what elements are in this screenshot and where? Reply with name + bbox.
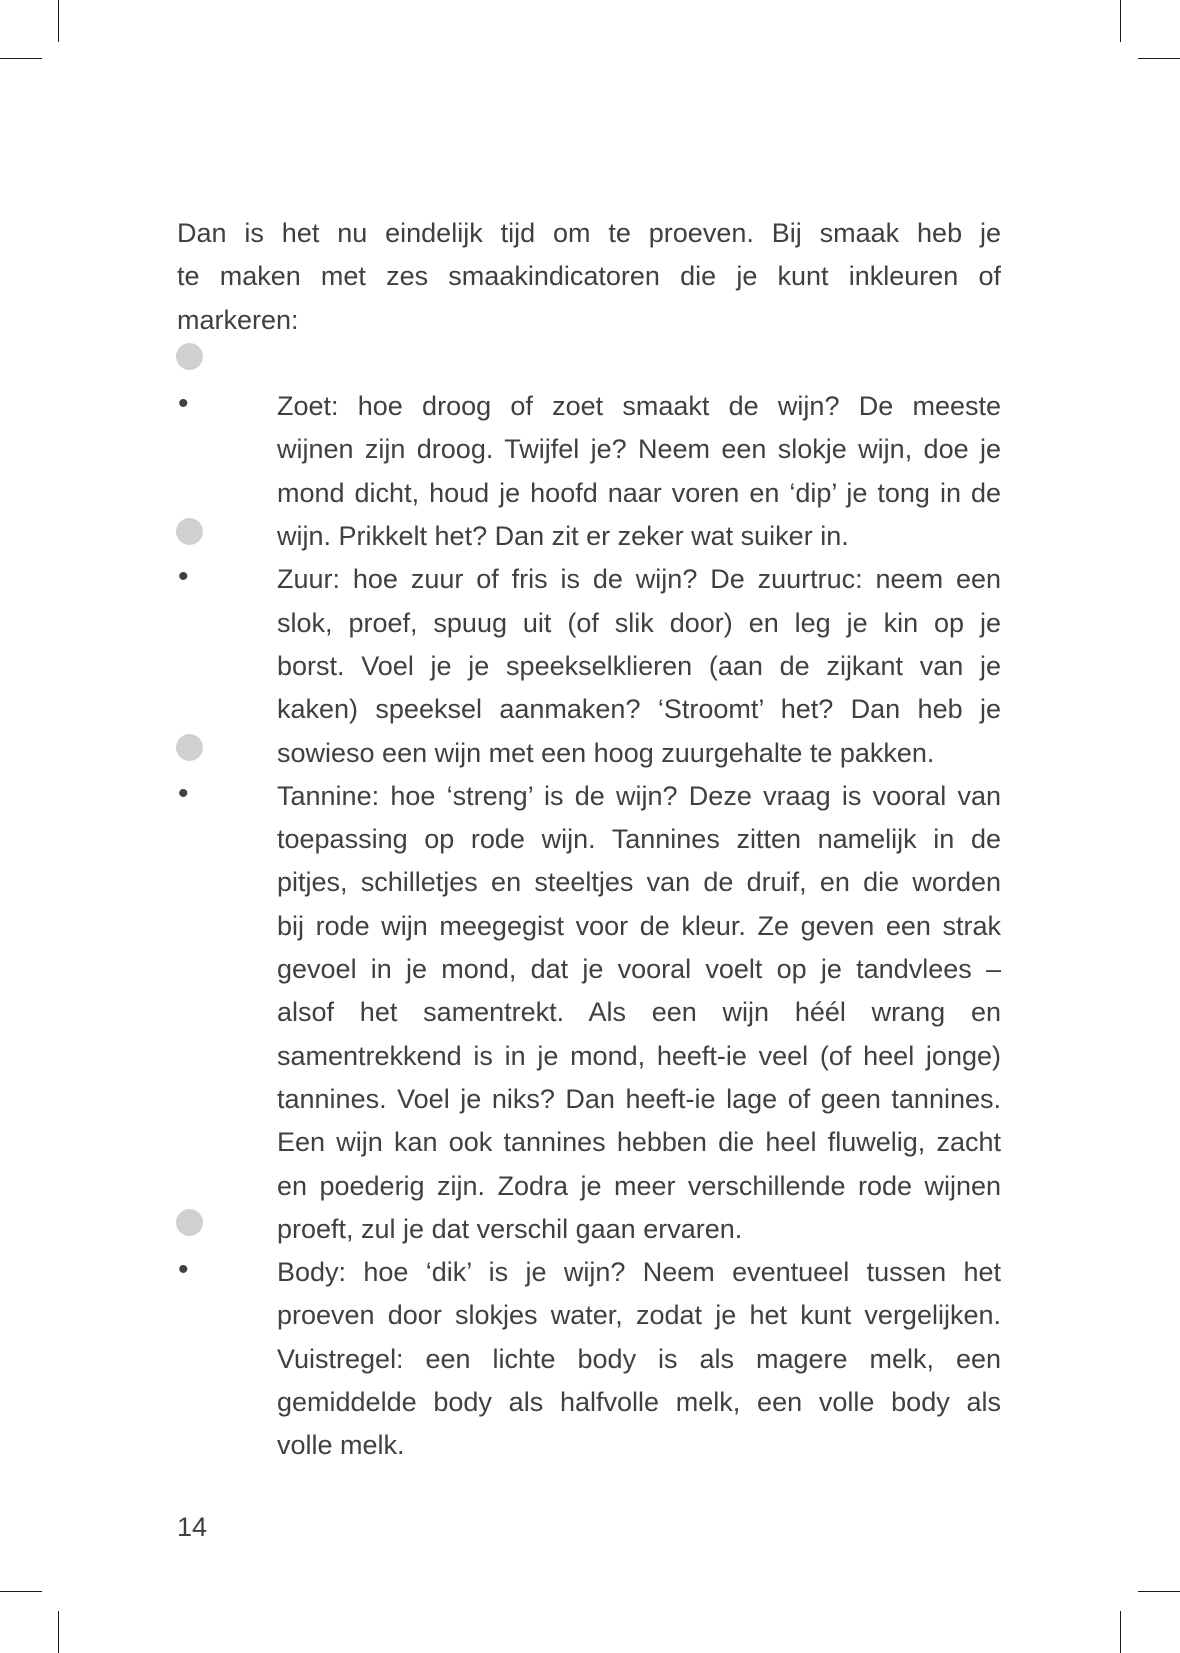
bullet-icon: • [178, 387, 189, 421]
body-text [177, 212, 1001, 1468]
text-line: Vuistregel: een lichte body is als magere melk, een [277, 1343, 1001, 1374]
list-item-body [177, 1251, 1001, 1467]
crop-mark-top-left-vertical [58, 0, 59, 42]
text-line: gevoel in je mond, dat je vooral voelt op je tandvlees – [277, 954, 1001, 985]
text-line: Een wijn kan ook tannines hebben die heel fluwelig, zacht [277, 1127, 1001, 1158]
text-line: bij rode wijn meegegist voor de kleur. Ze geven een strak [277, 910, 1001, 941]
text-line: en poederig zijn. Zodra je meer verschillende rode wijnen [277, 1170, 1001, 1201]
bullet-icon: • [178, 560, 189, 594]
text-line: Zoet: hoe droog of zoet smaakt de wijn? De meeste [277, 391, 1001, 422]
text-line: pitjes, schilletjes en steeltjes van de druif, en die worden [277, 867, 1001, 898]
text-line: samentrekkend is in je mond, heeft-ie veel (of heel jonge) [277, 1040, 1001, 1071]
text-line: te maken met zes smaakindicatoren die je kunt inkleuren of [177, 261, 1001, 292]
text-line: toepassing op rode wijn. Tannines zitten namelijk in de [277, 824, 1001, 855]
text-line: proeven door slokjes water, zodat je het kunt vergelijken. [277, 1300, 1001, 1331]
text-line: proeft, zul je dat verschil gaan ervaren. [277, 1213, 743, 1244]
text-line: alsof het samentrekt. Als een wijn héél wrang en [277, 997, 1001, 1028]
text-line: kaken) speeksel aanmaken? ‘Stroomt’ het? Dan heb je [277, 694, 1001, 725]
list-item-tannine [177, 775, 1001, 1251]
text-line: Body: hoe ‘dik’ is je wijn? Neem eventueel tussen het [277, 1257, 1001, 1288]
text-line: Dan is het nu eindelijk tijd om te proeven. Bij smaak heb je [177, 218, 1001, 248]
page-number: 14 [177, 1512, 208, 1542]
crop-mark-bottom-left-vertical [58, 1611, 59, 1653]
text-line: volle melk. [277, 1430, 405, 1461]
crop-mark-top-right-vertical [1120, 0, 1121, 42]
text-line: borst. Voel je je speekselklieren (aan de zijkant van je [277, 650, 1001, 681]
crop-mark-top-right-horizontal [1138, 58, 1180, 59]
text-line: Zuur: hoe zuur of fris is de wijn? De zuurtruc: neem een [277, 564, 1001, 595]
crop-mark-bottom-right-vertical [1120, 1611, 1121, 1653]
text-line: wijn. Prikkelt het? Dan zit er zeker wat suiker in. [277, 521, 849, 552]
intro-paragraph [177, 212, 1001, 342]
crop-mark-bottom-right-horizontal [1138, 1591, 1180, 1592]
bullet-icon: • [178, 1253, 189, 1287]
spacer-row [177, 342, 1001, 385]
text-line: sowieso een wijn met een hoog zuurgehalte te pakken. [277, 737, 935, 768]
text-line: mond dicht, houd je hoofd naar voren en ‘dip’ je tong in de [277, 477, 1001, 508]
text-line: Tannine: hoe ‘streng’ is de wijn? Deze vraag is vooral van [277, 780, 1001, 811]
text-line: gemiddelde body als halfvolle melk, een volle body als [277, 1387, 1001, 1418]
list-item-zoet [177, 385, 1001, 558]
text-line: wijnen zijn droog. Twijfel je? Neem een slokje wijn, doe je [277, 434, 1001, 465]
bullet-icon: • [178, 776, 189, 810]
text-line: markeren: [177, 304, 299, 335]
list-item-zuur [177, 558, 1001, 774]
text-line: tannines. Voel je niks? Dan heeft-ie lage of geen tannines. [277, 1083, 1001, 1114]
crop-mark-bottom-left-horizontal [0, 1591, 42, 1592]
crop-mark-top-left-horizontal [0, 58, 42, 59]
text-line: slok, proef, spuug uit (of slik door) en leg je kin op je [277, 607, 1001, 638]
